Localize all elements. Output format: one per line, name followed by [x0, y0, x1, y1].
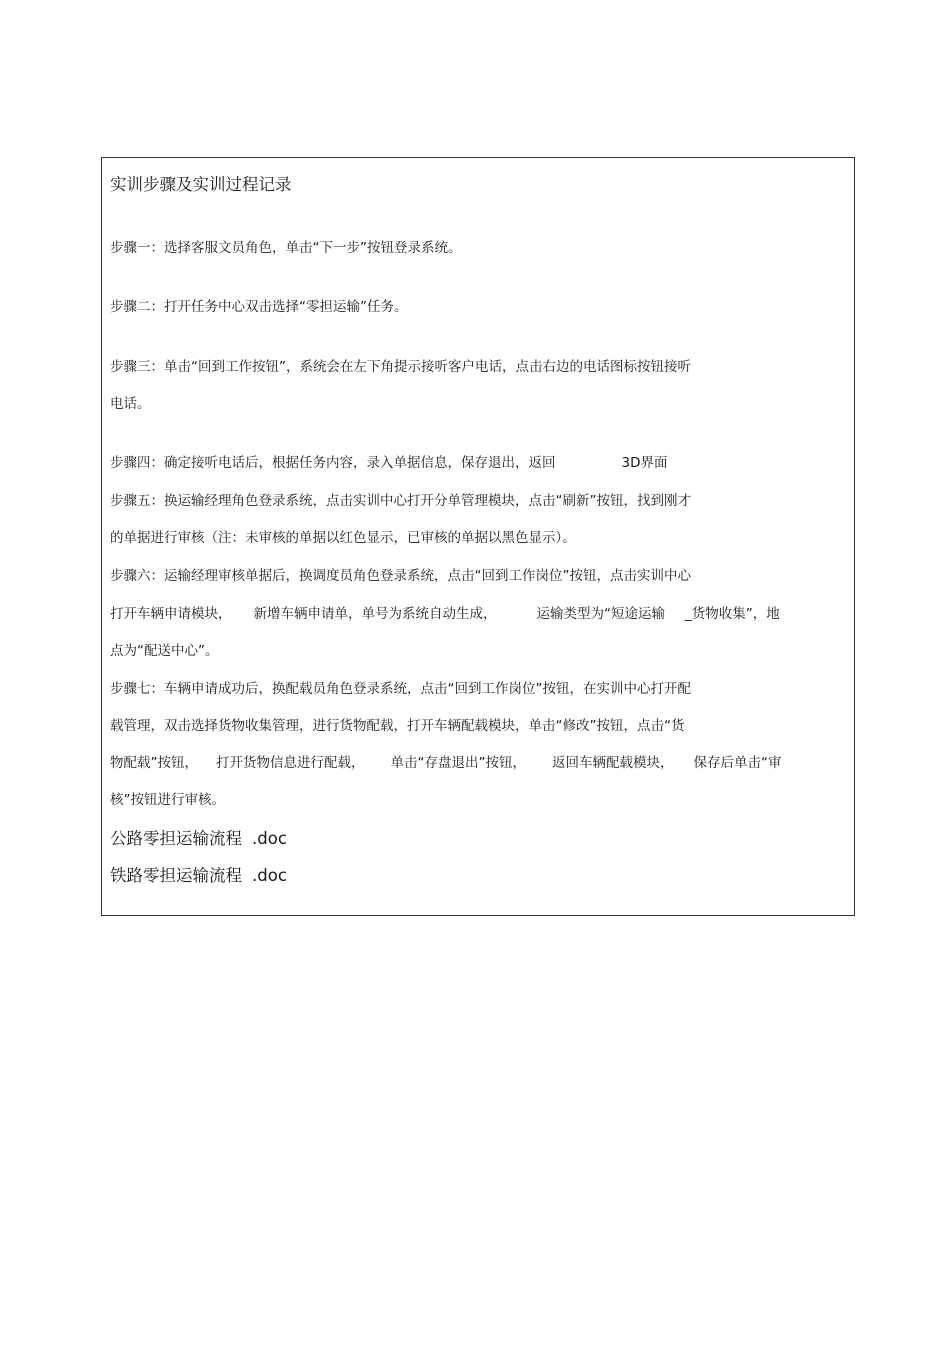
record-box — [101, 157, 855, 916]
step-7-part-b: 打开货物信息进行配载， — [216, 755, 365, 771]
step-6-part-a: 打开车辆申请模块， — [110, 606, 232, 622]
step-7-part-c: 单击“存盘退出”按钮， — [390, 755, 526, 771]
step-2: 步骤二：打开任务中心双击选择“零担运输”任务。 — [110, 299, 408, 315]
attachment-name: 铁路零担运输流程 — [110, 866, 242, 885]
step-7-part-d: 返回车辆配载模块， — [552, 755, 674, 771]
step-7-line-3 — [110, 755, 782, 771]
step-6-line-1: 步骤六：运输经理审核单据后，换调度员角色登录系统，点击“回到工作岗位”按钮，点击实训中心 — [110, 568, 691, 584]
step-6-part-b: 新增车辆申请单，单号为系统自动生成， — [253, 606, 497, 622]
step-6-line-2 — [110, 606, 780, 622]
attachment-ext: .doc — [252, 829, 287, 848]
step-5-line-2: 的单据进行审核（注：未审核的单据以红色显示，已审核的单据以黑色显示）。 — [110, 530, 576, 546]
step-4-3d: 3D界面 — [621, 455, 668, 471]
step-3-line-2: 电话。 — [110, 396, 151, 412]
record-title: 实训步骤及实训过程记录 — [110, 175, 292, 194]
step-4-text: 步骤四：确定接听电话后，根据任务内容，录入单据信息，保存退出，返回 — [110, 455, 556, 471]
step-7-line-1: 步骤七：车辆申请成功后，换配载员角色登录系统，点击“回到工作岗位”按钮，在实训中心打开配 — [110, 681, 691, 697]
step-6-part-d: _货物收集”，地 — [685, 606, 780, 622]
step-7-line-4: 核”按钮进行审核。 — [110, 792, 225, 808]
attachment-ext: .doc — [252, 866, 287, 885]
attachment-name: 公路零担运输流程 — [110, 829, 242, 848]
attachment-link[interactable] — [110, 829, 287, 849]
step-6-part-c: 运输类型为“短途运输 — [536, 606, 665, 622]
step-4 — [110, 455, 667, 471]
step-7-part-e: 保存后单击“审 — [693, 755, 782, 771]
step-1: 步骤一：选择客服文员角色，单击“下一步”按钮登录系统。 — [110, 240, 462, 256]
step-7-line-2: 载管理，双击选择货物收集管理，进行货物配载，打开车辆配载模块，单击“修改”按钮，点击“货 — [110, 718, 685, 734]
step-7-part-a: 物配载”按钮， — [110, 755, 198, 771]
step-3-line-1: 步骤三：单击“回到工作按钮”，系统会在左下角提示接听客户电话，点击右边的电话图标按钮接听 — [110, 359, 691, 375]
step-5-line-1: 步骤五：换运输经理角色登录系统，点击实训中心打开分单管理模块，点击“刷新”按钮，找到刚才 — [110, 493, 691, 509]
step-6-line-3: 点为“配送中心”。 — [110, 643, 219, 659]
attachment-link[interactable] — [110, 866, 287, 886]
